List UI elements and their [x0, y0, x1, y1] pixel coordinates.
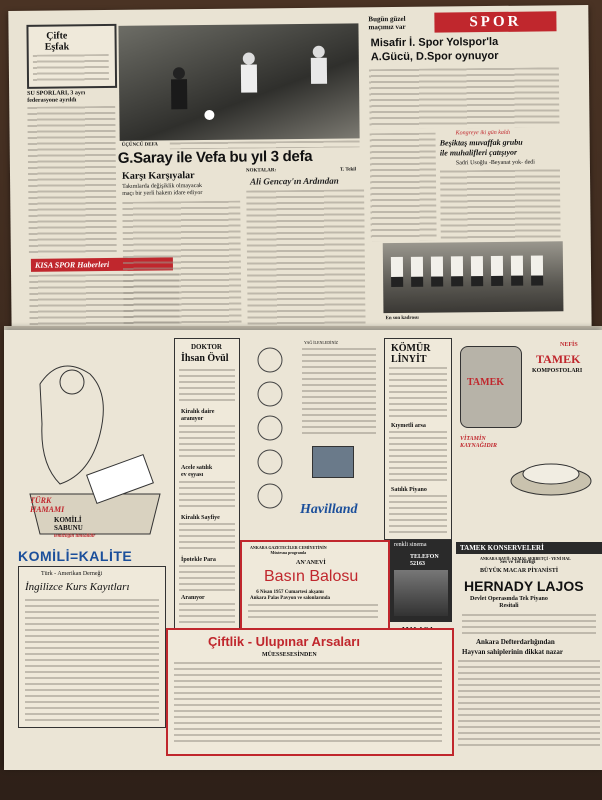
- yag-headline: YAĞ İLENLEDİNİZ: [304, 340, 339, 345]
- main-headline: G.Saray ile Vefa bu yıl 3 defa: [117, 147, 313, 167]
- komili-illustration: [20, 344, 170, 544]
- players-figures: [118, 23, 359, 141]
- ad-body-text: [389, 367, 447, 417]
- kiralik-sayfiye-label: Kiralık Sayfiye: [181, 515, 220, 521]
- vitamin-label: VİTAMİN KAYNAĞIDIR: [460, 436, 498, 449]
- acele-satilik-label: Acele satılık ev eşyası: [181, 465, 213, 478]
- besiktas-headline-2: ile muhalifleri çatışıyor: [439, 147, 518, 158]
- basin-balosu-title: Basın Balosu: [264, 568, 359, 585]
- newspaper-sports-page: [8, 5, 591, 341]
- ad-body-text: [179, 603, 235, 625]
- ankara-gazeteciler-text: ANKARA GAZETECİLER CEMİYETİNİN Müstesna programla: [250, 545, 327, 555]
- ananevi-text: AN'ANEVİ: [296, 560, 326, 566]
- turk-amerikan-ad: [18, 566, 166, 728]
- column-text: [440, 169, 561, 240]
- tamek-can-label: TAMEK: [467, 377, 505, 388]
- ad-body-text: [248, 604, 378, 622]
- bath-woman-drawing: [20, 344, 170, 544]
- havilland-logo: Havilland: [300, 502, 358, 517]
- satilik-piyano-label: Satılık Piyano: [391, 487, 427, 493]
- faces-illustration: [240, 342, 300, 522]
- ad-body-text: [462, 614, 596, 634]
- ankara-bayii-label: ANKARA BAYİİ: KEMAL ŞERBETÇİ - YENİ HAL: [480, 556, 571, 561]
- hernady-name: HERNADY LAJOS: [464, 578, 584, 594]
- renkli-sinema-ad: [390, 540, 452, 622]
- misafir-headline-1: Misafir İ. Spor Yolspor'la: [370, 35, 499, 50]
- karsi-subhead: Takımlarda değişiklik olmayacak maçı bir yerli hakem idare ediyor: [122, 183, 203, 197]
- komur-linyit-ad: [384, 338, 452, 540]
- turk-hamami-text: TÜRK HAMAMI: [30, 496, 65, 514]
- ad-body-text: [389, 495, 447, 535]
- kongre-label: Kongreye iki gün kaldı: [455, 129, 511, 137]
- devlet-opera-text: Devlet Operasında Tek Piyano Resitali: [470, 596, 548, 609]
- ipotekle-para-label: İpotekle Para: [181, 557, 216, 563]
- su-sporlari-headline: SU SPORLARI, 3 ayrı federasyone ayrıldı: [27, 90, 86, 104]
- basin-balosu-ad: [240, 540, 390, 630]
- telefon-label: TELEFON 52163: [410, 554, 439, 567]
- ad-body-text: [179, 523, 235, 553]
- newspaper-ads-page: [4, 330, 602, 770]
- tamek-kompost-ad: [456, 336, 602, 536]
- kompostolari-label: KOMPOSTOLARI: [532, 368, 583, 374]
- ad-body-text: [174, 662, 442, 746]
- cifte-esfak-title: Çifte Eşfak: [44, 30, 70, 53]
- besiktas-headline-1: Beşiktaş muvaffak grubu: [439, 137, 523, 148]
- hayvan-sahipleri-label: Hayvan sahiplerinin dikkat nazar: [462, 648, 563, 656]
- column-text: [122, 201, 241, 332]
- cinema-photo: [394, 570, 448, 616]
- kiymetli-arsa-label: Kıymetli arsa: [391, 423, 426, 429]
- komili-kalite-banner: KOMİLİ=KALİTE: [18, 548, 133, 564]
- team-caption: En son kadrosu: [385, 315, 419, 322]
- column-text: [370, 133, 437, 242]
- noktalar-author: T. Tekil: [339, 167, 357, 173]
- hernady-concert-ad: [456, 558, 602, 668]
- havilland-ad: [240, 338, 380, 538]
- column-text: [246, 189, 365, 330]
- ciftlik-title: Çiftlik - Ulupınar Arsaları: [208, 634, 360, 649]
- doktor-label: DOKTOR: [191, 343, 222, 351]
- ad-body-text: [179, 565, 235, 591]
- kisa-spor-banner: KISA SPOR Haberleri: [31, 257, 173, 271]
- tamek-brand: TAMEK: [536, 352, 581, 366]
- ad-body-text: [458, 660, 600, 750]
- spor-banner: SPOR: [434, 11, 556, 32]
- ad-body-text: [302, 348, 376, 438]
- football-match-photo: [118, 23, 359, 141]
- buyuk-macar-label: BÜYÜK MACAR PİYANİSTİ: [480, 568, 559, 574]
- bugun-label: Bugün güzel maçımız var: [368, 14, 406, 32]
- ses-tel-label: Ses ve Tel Birliği: [500, 560, 536, 565]
- sadri-subhead: Sadri Usoğlu -Beyanat yok- dedi: [455, 159, 535, 167]
- ad-body-text: [25, 599, 159, 723]
- kiralik-daire-label: Kiralık daire aranıyor: [181, 409, 215, 422]
- photo-caption: ÜÇÜNCÜ DEFA: [121, 142, 158, 148]
- cifte-esfak-box: [26, 24, 117, 89]
- team-figures: [383, 241, 564, 313]
- ingilizce-title: İngilizce Kurs Kayıtları: [25, 581, 130, 593]
- nefis-label: NEFİS: [560, 342, 578, 348]
- komili-tagline: temizliğin timsalidir: [54, 534, 96, 539]
- muessese-label: MÜESSESESİNDEN: [262, 652, 317, 658]
- ad-body-text: [179, 481, 235, 511]
- karsi-headline: Karşı Karşıyalar: [121, 170, 195, 182]
- column-text: [369, 67, 560, 129]
- misafir-headline-2: A.Gücü, D.Spor oynuyor: [370, 49, 499, 64]
- araniyor-label: Aranıyor: [181, 595, 205, 601]
- ciftlik-ulupinar-ad: [166, 628, 454, 756]
- compote-bowl-drawing: [506, 436, 596, 506]
- turk-amerikan-title: Türk - Amerikan Derneği: [41, 571, 103, 577]
- tamek-can: [460, 346, 522, 428]
- renkli-sinema-label: renkli sinema: [394, 542, 427, 548]
- column-text: [27, 106, 117, 257]
- product-jars: [312, 446, 354, 478]
- komur-linyit-title: KÖMÜR LİNYİT: [391, 343, 431, 365]
- team-photo: [383, 241, 564, 313]
- ad-body-text: [179, 369, 235, 405]
- ihsan-ovul-name: İhsan Övül: [181, 353, 229, 364]
- tamek-konserveleri-banner: TAMEK KONSERVELERİ: [456, 542, 602, 554]
- column-text: [33, 54, 109, 83]
- ad-body-text: [389, 431, 447, 481]
- classifieds-column: [174, 338, 240, 630]
- ankara-defterdarlik-label: Ankara Defterdarlığından: [476, 638, 555, 646]
- balo-date-text: 6 Nisan 1957 Cumartesi akşamı Ankara Palas Pavyon ve salonlarında: [250, 590, 331, 601]
- komili-sabunu-text: KOMİLİ SABUNU: [54, 516, 83, 532]
- ali-gencay-headline: Ali Gencay'ın Ardından: [250, 175, 339, 187]
- noktalar-label: NOKTALAR:: [245, 168, 277, 174]
- ad-body-text: [179, 425, 235, 461]
